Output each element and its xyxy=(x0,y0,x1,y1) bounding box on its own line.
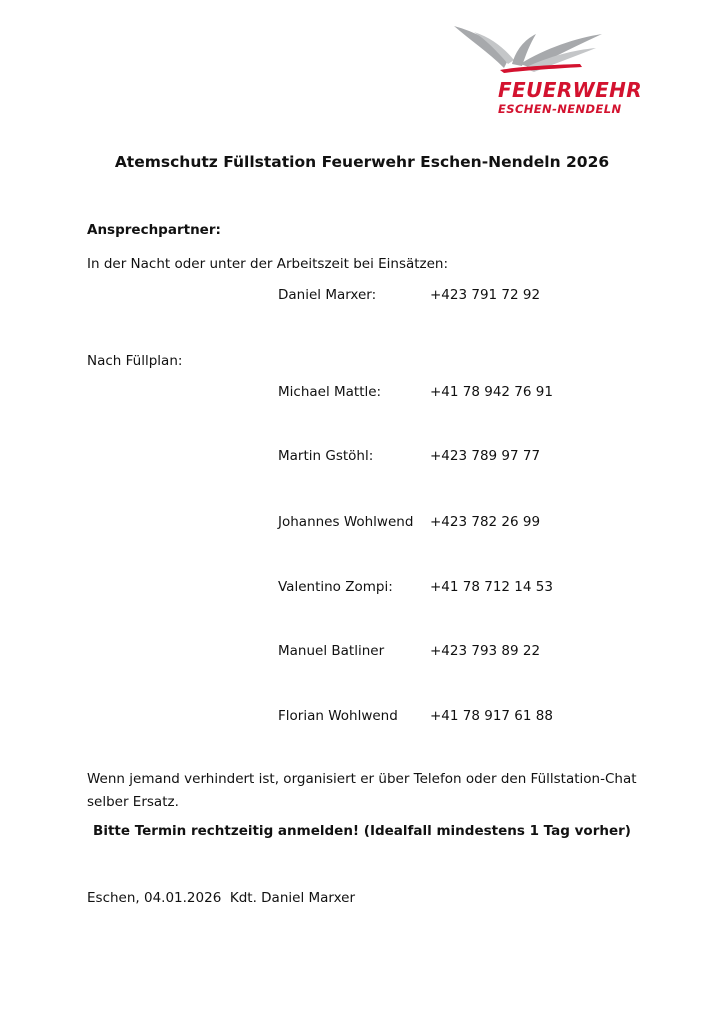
page-title: Atemschutz Füllstation Feuerwehr Eschen-Nendeln 2026 xyxy=(114,153,610,171)
night-label: In der Nacht oder unter der Arbeitszeit bei Einsätzen: xyxy=(87,256,449,272)
bird-wings-icon xyxy=(446,18,626,80)
contact-name: Johannes Wohlwend xyxy=(278,514,414,530)
night-contact-phone: +423 791 72 92 xyxy=(430,287,541,303)
logo-subtitle: ESCHEN-NENDELN xyxy=(498,102,622,116)
contact-name: Manuel Batliner xyxy=(278,643,385,659)
plan-label: Nach Füllplan: xyxy=(87,353,183,369)
note-line-2: selber Ersatz. xyxy=(87,794,179,810)
logo-name: FEUERWEHR xyxy=(498,78,643,102)
contact-name: Valentino Zompi: xyxy=(278,579,393,595)
contact-phone: +423 793 89 22 xyxy=(430,643,541,659)
contact-phone: +41 78 712 14 53 xyxy=(430,579,553,595)
contact-phone: +423 789 97 77 xyxy=(430,448,541,464)
contact-phone: +41 78 942 76 91 xyxy=(430,384,553,400)
note-line-1: Wenn jemand verhindert ist, organisiert er über Telefon oder den Füllstation-Chat xyxy=(87,771,637,787)
contact-name: Florian Wohlwend xyxy=(278,708,398,724)
contact-phone: +41 78 917 61 88 xyxy=(430,708,553,724)
feuerwehr-logo xyxy=(440,18,643,118)
contact-name: Martin Gstöhl: xyxy=(278,448,374,464)
contact-heading: Ansprechpartner: xyxy=(87,222,221,238)
contact-phone: +423 782 26 99 xyxy=(430,514,541,530)
night-contact-name: Daniel Marxer: xyxy=(278,287,377,303)
reminder-text: Bitte Termin rechtzeitig anmelden! (Idealfall mindestens 1 Tag vorher) xyxy=(93,823,631,839)
signature-line: Eschen, 04.01.2026 Kdt. Daniel Marxer xyxy=(87,890,356,906)
contact-name: Michael Mattle: xyxy=(278,384,382,400)
